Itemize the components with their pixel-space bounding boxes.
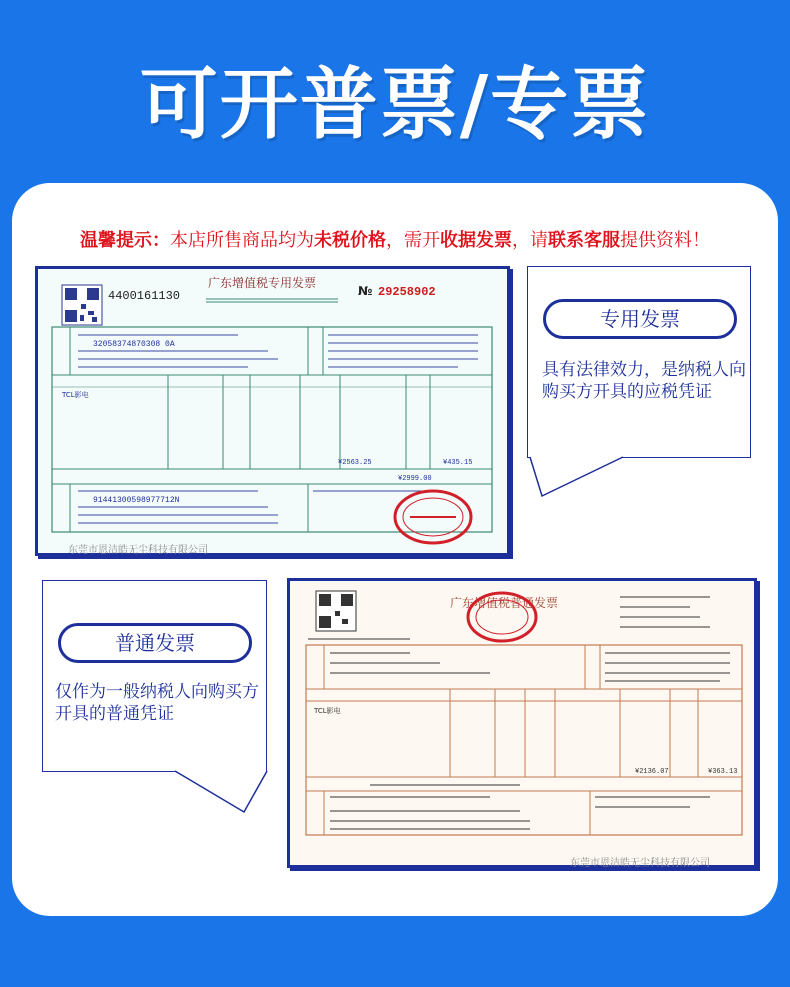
special-watermark: 东莞市恩洁皓无尘科技有限公司: [68, 545, 208, 556]
special-tax: ¥435.15: [443, 459, 473, 467]
notice-text: [0, 226, 790, 252]
special-total: ¥2999.00: [398, 475, 432, 483]
special-number-mark: №: [358, 284, 373, 298]
special-invoice-callout: [527, 266, 751, 458]
normal-subtotal: ¥2136.07: [635, 768, 669, 776]
seller-tax-id: 91441300598977712N: [93, 496, 180, 505]
qr-code-icon: [62, 285, 102, 325]
special-heading: 广东增值税专用发票: [208, 276, 317, 290]
special-item: TCL影电: [62, 391, 89, 399]
buyer-tax-id: 32058374870308 0A: [93, 340, 175, 349]
special-invoice-image: [35, 266, 510, 556]
special-number: 29258902: [378, 285, 436, 299]
normal-item: TCL影电: [314, 707, 341, 715]
special-code: 4400161130: [108, 289, 181, 303]
normal-invoice-label: 普通发票: [58, 623, 252, 663]
notice-em-3: 联系客服: [548, 230, 620, 251]
notice-part-2: ，需开: [386, 230, 440, 251]
normal-invoice-callout: [42, 580, 267, 772]
normal-heading: 广东增值税普通发票: [450, 596, 559, 610]
callout-tail-2: [160, 770, 270, 816]
normal-invoice-drawing: [290, 581, 754, 865]
normal-invoice-image: [287, 578, 757, 868]
callout-tail-1: [528, 456, 638, 500]
normal-tax: ¥363.13: [708, 768, 738, 776]
notice-em-2: 收据发票: [440, 230, 512, 251]
notice-prefix: 温馨提示：: [80, 230, 170, 251]
special-invoice-description: 具有法律效力，是纳税人向购买方开具的应税凭证: [542, 360, 746, 402]
special-invoice-label: 专用发票: [543, 299, 737, 339]
normal-watermark: 东莞市恩洁皓无尘科技有限公司: [570, 858, 710, 869]
qr-code-icon: [316, 591, 356, 631]
notice-part-3: ，请: [512, 230, 548, 251]
special-subtotal: ¥2563.25: [338, 459, 372, 467]
notice-part-4: 提供资料！: [620, 230, 710, 251]
normal-invoice-description: 仅作为一般纳税人向购买方开具的普通凭证: [55, 682, 259, 724]
notice-em-1: 未税价格: [314, 230, 386, 251]
notice-part-1: 本店所售商品均为: [170, 230, 314, 251]
special-invoice-drawing: [38, 269, 507, 553]
page-title: 可开普票/专票: [139, 60, 651, 150]
